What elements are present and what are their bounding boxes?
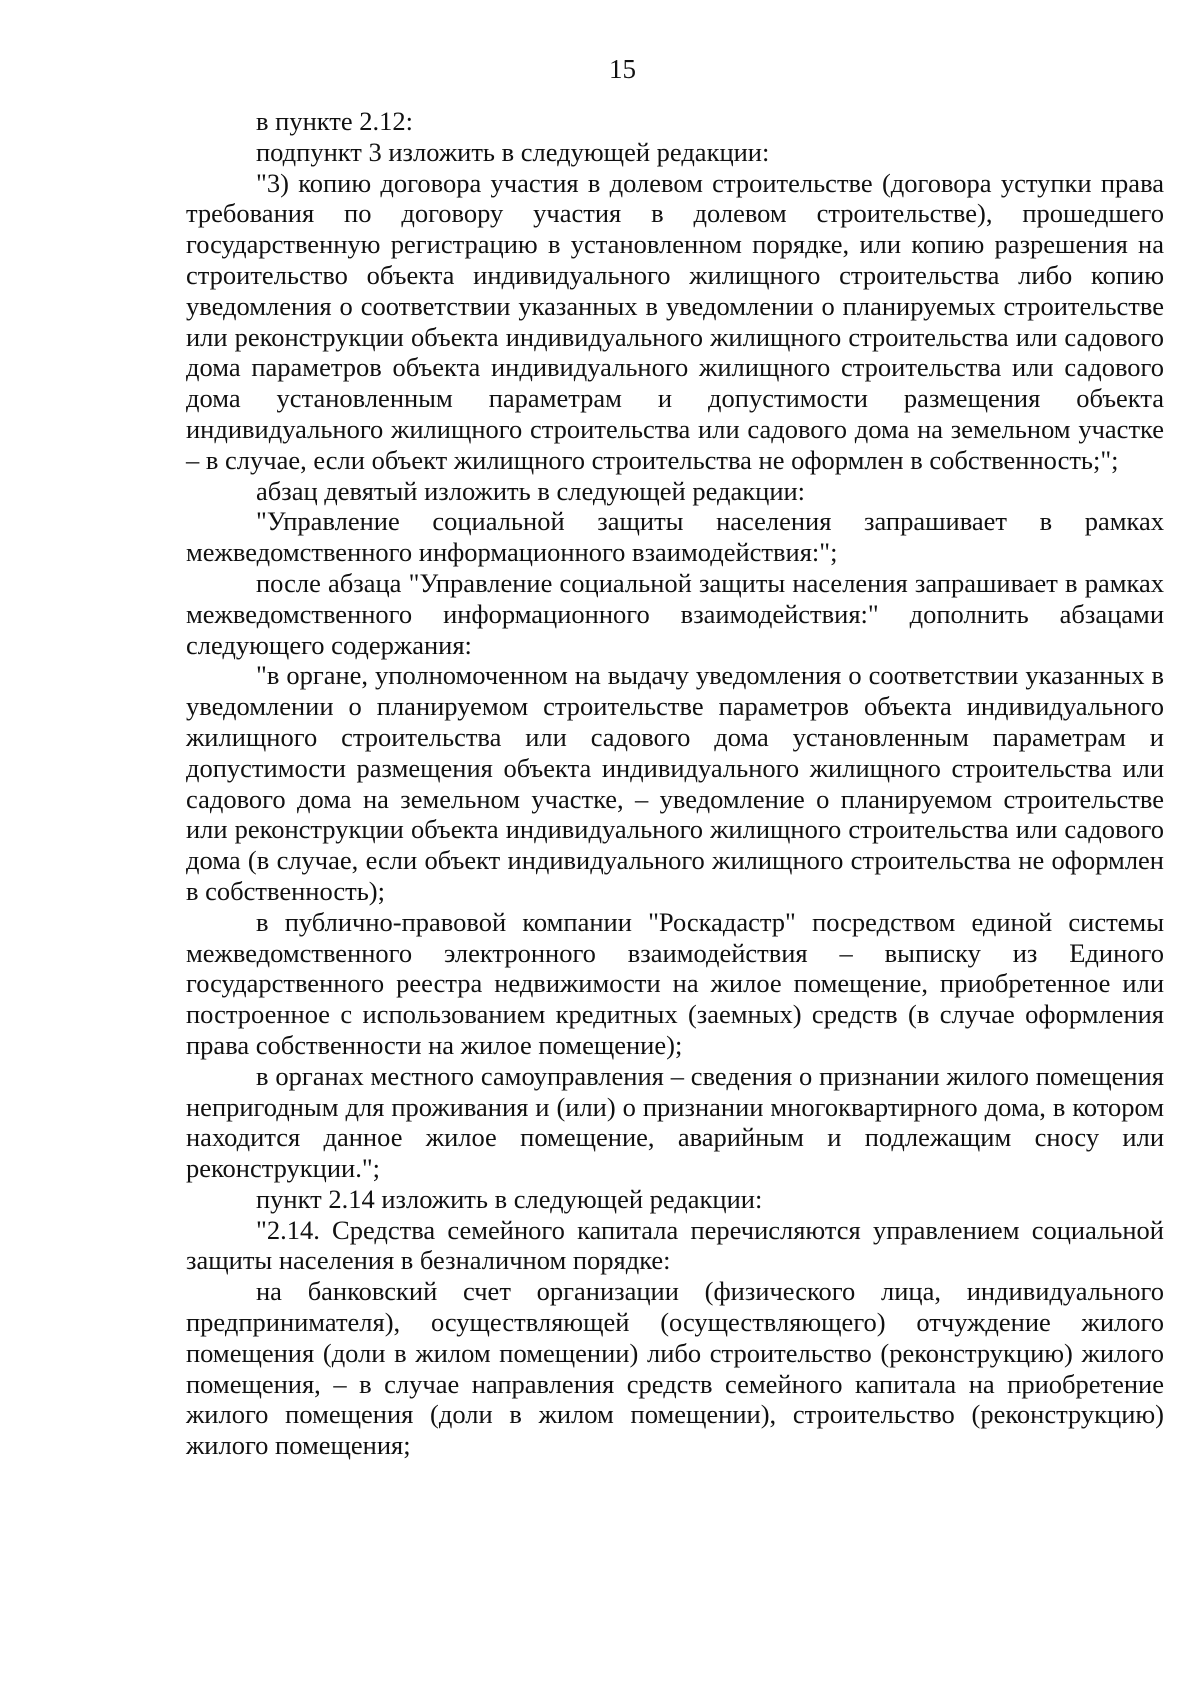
paragraph-item-2-14-text: "2.14. Средства семейного капитала перечисляются управлением социальной защиты населения в безналичном порядке: xyxy=(186,1214,1164,1276)
paragraph-ninth-instruction: абзац девятый изложить в следующей редакции: xyxy=(256,475,806,506)
page-number: 15 xyxy=(609,54,636,84)
paragraph-roskadastr: в публично-правовой компании "Роскадастр" посредством единой системы межведомственного электронного взаимодействия – выписку из Единого государственного реестра недвижимости на жилое помещение, приобретенное или построенное с использованием кредитных (заемных) средств (в случае оформления права собственности на жилое помещение); xyxy=(186,906,1164,1060)
paragraph-notification-body: "в органе, уполномоченном на выдачу уведомления о соответствии указанных в уведомлении о планируемом строительстве параметров объекта индивидуального жилищного строительства или садового дома установленным параметрам и допустимости размещения объекта индивидуального жилищного строительства или садового дома на земельном участке, – уведомление о планируемом строительстве или реконструкции объекта индивидуального жилищного строительства или садового дома (в случае, если объект индивидуального жилищного строительства не оформлен в собственность); xyxy=(186,660,1164,906)
paragraph-bank-account: на банковский счет организации (физического лица, индивидуального предпринимателя), осуществляющей (осуществляющего) отчуждение жилого помещения (доли в жилом помещении) либо строительство (реконструкцию) жилого помещения, – в случае направления средств семейного капитала на приобретение жилого помещения (доли в жилом помещении), строительство (реконструкцию) жилого помещения; xyxy=(186,1276,1164,1461)
paragraph-addition-instruction: после абзаца "Управление социальной защиты населения запрашивает в рамках межведомственного информационного взаимодействия:" дополнить абзацами следующего содержания: xyxy=(186,567,1164,660)
paragraph-local-government: в органах местного самоуправления – сведения о признании жилого помещения непригодным для проживания и (или) о признании многоквартирного дома, в котором находится данное жилое помещение, аварийным и подлежащим сносу или реконструкции."; xyxy=(186,1060,1164,1184)
paragraph-item-2-14-instruction: пункт 2.14 изложить в следующей редакции: xyxy=(256,1183,763,1214)
paragraph-subitem-3-instruction: подпункт 3 изложить в следующей редакции: xyxy=(256,136,770,167)
paragraph-subitem-3-text: "3) копию договора участия в долевом строительстве (договора уступки права требования по договору участия в долевом строительстве), прошедшего государственную регистрацию в установленном порядке, или копию разрешения на строительство объекта индивидуального жилищного строительства либо копию уведомления о соответствии указанных в уведомлении о планируемых строительстве или реконструкции объекта индивидуального жилищного строительства или садового дома параметров объекта индивидуального жилищного строительства или садового дома установленным параметрам и допустимости размещения объекта индивидуального жилищного строительства или садового дома на земельном участке – в случае, если объект жилищного строительства не оформлен в собственность;"; xyxy=(186,167,1164,475)
paragraph-ninth-text: "Управление социальной защиты населения запрашивает в рамках межведомственного информационного взаимодействия:"; xyxy=(186,506,1164,568)
document-body xyxy=(186,106,1164,1461)
paragraph-item-2-12: в пункте 2.12: xyxy=(256,106,413,136)
